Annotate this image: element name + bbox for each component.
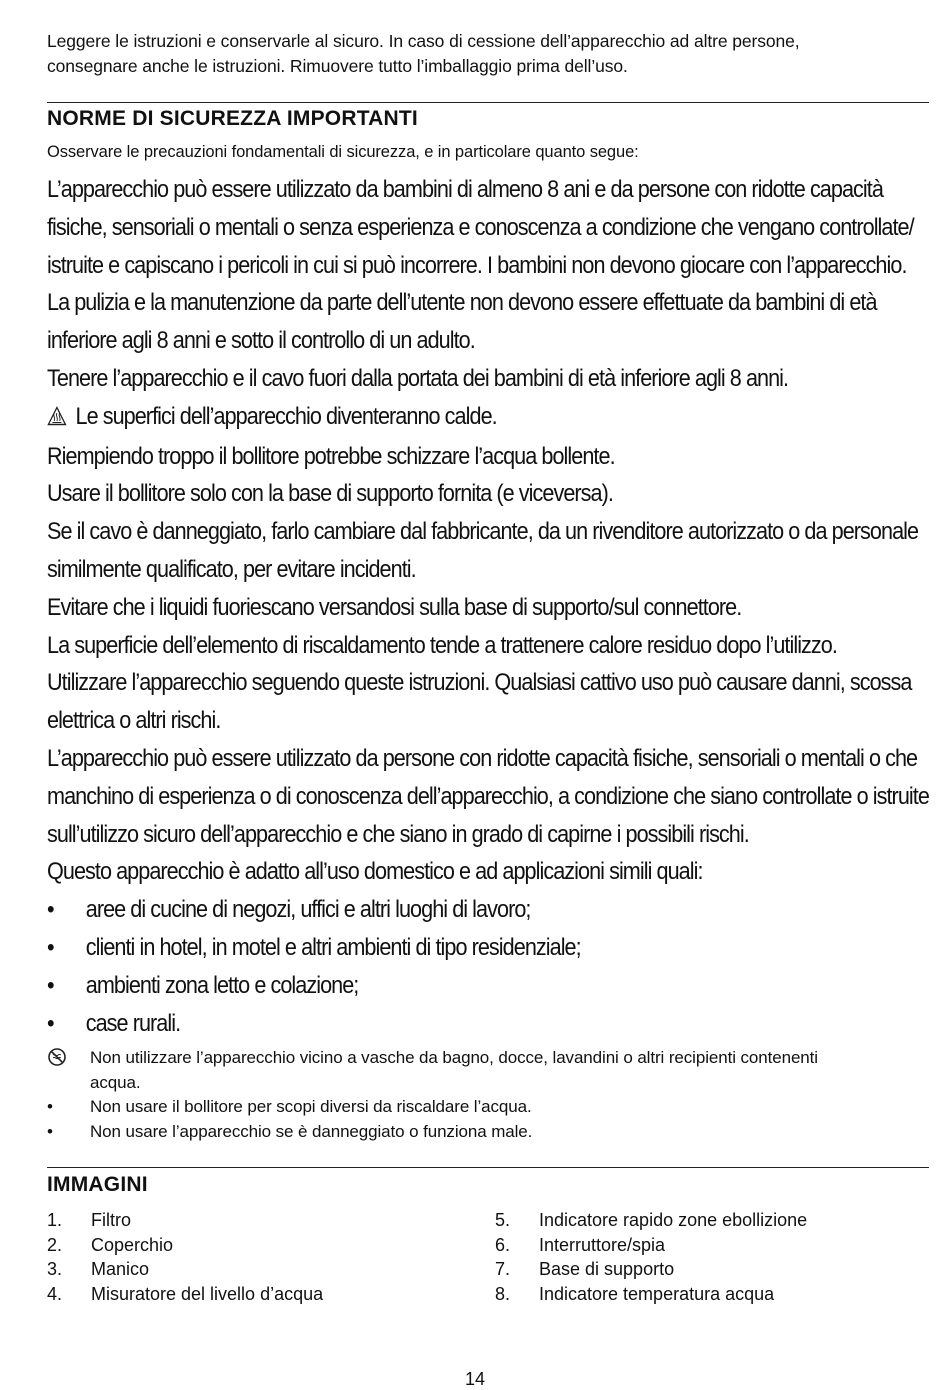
- safety-line: fisiche, sensoriali o mentali o senza esperienza e conoscenza a condizione che vengano controllate/: [47, 213, 914, 241]
- safety-line: elettrica o altri rischi.: [47, 707, 221, 735]
- list-item: [47, 1257, 323, 1282]
- safety-line: istruite e capiscano i pericoli in cui si può incorrere. I bambini non devono giocare con l’apparecchio.: [47, 251, 907, 279]
- safety-line: Usare il bollitore solo con la base di supporto fornita (e viceversa).: [47, 480, 613, 508]
- item-number: 2.: [47, 1234, 63, 1255]
- list-item: [47, 891, 858, 929]
- safety-line: sull’utilizzo sicuro dell’apparecchio e che siano in grado di capirne i possibili rischi.: [47, 820, 749, 848]
- bullet-mark: •: [47, 971, 54, 999]
- hot-surface-text: Le superfici dell’apparecchio diventeranno calde.: [75, 402, 497, 430]
- hot-surface-warning-icon: [47, 400, 70, 438]
- item-number: 8.: [495, 1283, 511, 1304]
- warning-item: [47, 1046, 927, 1071]
- safety-line: La superficie dell’elemento di riscaldamento tende a trattenere calore residuo dopo l’utilizzo.: [47, 631, 837, 659]
- bullet-mark: •: [47, 896, 54, 924]
- intro-line: consegnare anche le istruzioni. Rimuovere tutto l’imballaggio prima dell’uso.: [47, 56, 628, 76]
- section-divider: [47, 1167, 929, 1168]
- intro-text: [47, 29, 917, 79]
- item-number: 1.: [47, 1210, 63, 1230]
- safety-line: Questo apparecchio è adatto all’uso domestico e ad applicazioni simili quali:: [47, 858, 703, 886]
- safety-line: manchino di esperienza o di conoscenza dell’apparecchio, a condizione che siano controllate o istruite: [47, 782, 929, 810]
- warning-text: Non usare l’apparecchio se è danneggiato o funziona male.: [90, 1121, 533, 1141]
- list-item-text: clienti in hotel, in motel e altri ambienti di tipo residenziale;: [85, 933, 581, 961]
- item-number: 7.: [495, 1259, 511, 1280]
- list-item: [495, 1282, 807, 1307]
- safety-line: La pulizia e la manutenzione da parte dell’utente non devono essere effettuate da bambini di età: [47, 289, 877, 317]
- safety-line: Riempiendo troppo il bollitore potrebbe schizzare l’acqua bollente.: [47, 442, 615, 470]
- safety-instructions: [47, 171, 929, 1042]
- section-divider: [47, 102, 929, 103]
- item-label: Filtro: [91, 1210, 131, 1230]
- item-label: Indicatore temperatura acqua: [539, 1283, 775, 1304]
- hot-surface-line: [47, 398, 858, 438]
- images-heading: IMMAGINI: [47, 1173, 148, 1196]
- item-label: Interruttore/spia: [539, 1234, 666, 1255]
- list-item: [47, 1282, 323, 1307]
- safety-line: Tenere l’apparecchio e il cavo fuori dalla portata dei bambini di età inferiore agli 8 anni.: [47, 364, 789, 392]
- safety-line: similmente qualificato, per evitare incidenti.: [47, 555, 416, 583]
- item-label: Manico: [91, 1259, 150, 1280]
- item-label: Base di supporto: [539, 1259, 675, 1280]
- list-item: [47, 1233, 323, 1258]
- no-water-prohibition-icon: [47, 1046, 90, 1071]
- safety-line: L’apparecchio può essere utilizzato da bambini di almeno 8 ani e da persone con ridotte capacità: [47, 176, 883, 203]
- safety-heading: NORME DI SICUREZZA IMPORTANTI: [47, 107, 418, 130]
- warning-item: [47, 1120, 927, 1145]
- item-label: Coperchio: [91, 1234, 174, 1255]
- item-label: Misuratore del livello d’acqua: [91, 1283, 324, 1304]
- list-item-text: case rurali.: [85, 1009, 181, 1037]
- list-item: [495, 1257, 807, 1282]
- item-number: 3.: [47, 1259, 63, 1280]
- list-item-text: ambienti zona letto e colazione;: [85, 971, 359, 999]
- intro-line: Leggere le istruzioni e conservarle al sicuro. In caso di cessione dell’apparecchio ad altre persone,: [47, 31, 800, 51]
- bullet-mark: •: [47, 1009, 54, 1037]
- warning-item-cont: [47, 1071, 927, 1096]
- list-item: [47, 967, 858, 1005]
- item-number: 4.: [47, 1283, 63, 1304]
- list-item: [47, 1005, 858, 1043]
- warning-text: Non usare il bollitore per scopi diversi da riscaldare l’acqua.: [90, 1097, 532, 1116]
- additional-warnings: [47, 1046, 927, 1144]
- safety-line: Utilizzare l’apparecchio seguendo queste istruzioni. Qualsiasi cattivo uso può causare danni, scossa: [47, 669, 912, 697]
- bullet-mark: •: [47, 1097, 53, 1116]
- warning-item: [47, 1095, 927, 1120]
- safety-line: Se il cavo è danneggiato, farlo cambiare dal fabbricante, da un rivenditore autorizzato o da personale: [47, 518, 919, 546]
- safety-subheading: Osservare le precauzioni fondamentali di sicurezza, e in particolare quanto segue:: [47, 143, 639, 161]
- list-item: [47, 1208, 323, 1233]
- warning-text: acqua.: [90, 1072, 141, 1092]
- safety-line: inferiore agli 8 anni e sotto il controllo di un adulto.: [47, 327, 475, 355]
- safety-line: Evitare che i liquidi fuoriescano versandosi sulla base di supporto/sul connettore.: [47, 593, 742, 621]
- item-number: 6.: [495, 1234, 511, 1255]
- list-item: [47, 929, 858, 967]
- warning-text: Non utilizzare l’apparecchio vicino a vasche da bagno, docce, lavandini o altri recipienti contenenti: [90, 1048, 818, 1067]
- item-label: Indicatore rapido zone ebollizione: [539, 1210, 808, 1230]
- list-item: [495, 1233, 807, 1258]
- parts-list-left: [47, 1208, 323, 1306]
- safety-line: L’apparecchio può essere utilizzato da persone con ridotte capacità fisiche, sensoriali o mentali o che: [47, 744, 918, 772]
- bullet-mark: •: [47, 1121, 53, 1141]
- list-item: [495, 1208, 807, 1233]
- item-number: 5.: [495, 1210, 511, 1230]
- page-number: 14: [464, 1369, 486, 1389]
- list-item-text: aree di cucine di negozi, uffici e altri luoghi di lavoro;: [85, 896, 531, 924]
- bullet-mark: •: [47, 933, 54, 961]
- parts-list-right: [495, 1208, 807, 1306]
